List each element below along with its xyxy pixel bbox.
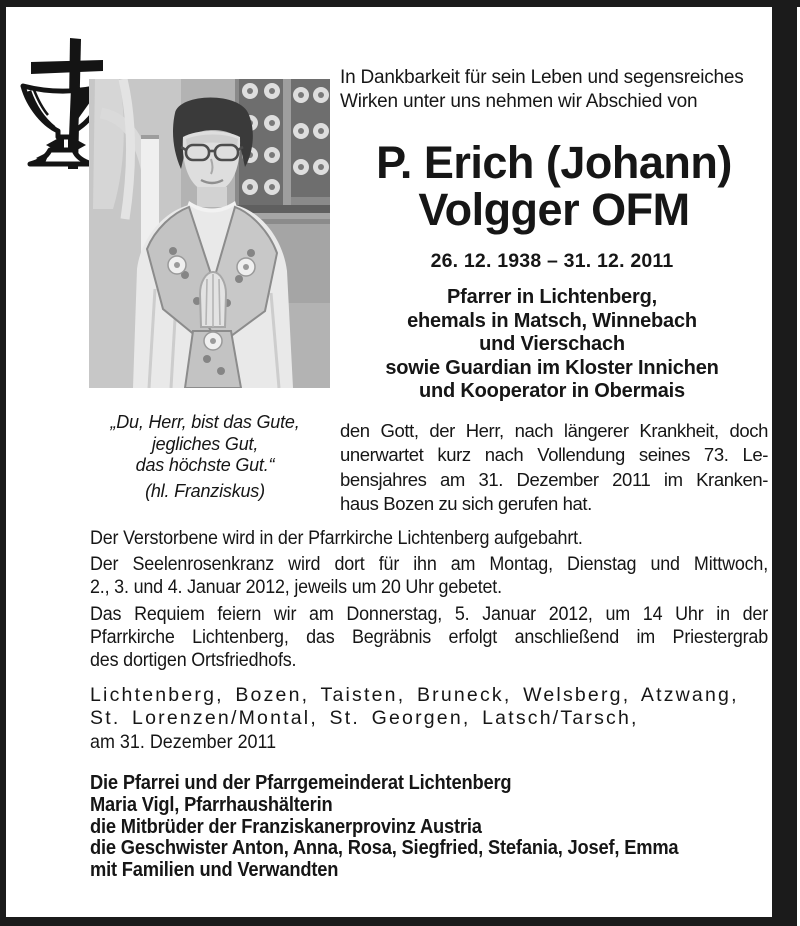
role-line: ehemals in Matsch, Winnebach <box>407 309 697 332</box>
mourner-line: die Geschwister Anton, Anna, Rosa, Siegfried, Stefania, Josef, Emma <box>90 837 679 860</box>
mourner-line: die Mitbrüder der Franziskanerprovinz Austria <box>90 815 482 838</box>
priest-portrait-photo <box>89 79 330 388</box>
mourner-line: mit Familien und Verwandten <box>90 859 339 882</box>
body-line: des dortigen Ortsfriedhofs. <box>90 649 297 672</box>
quote-attribution: (hl. Franziskus) <box>145 480 265 501</box>
announcement-line: haus Bozen zu sich gerufen hat. <box>340 493 592 515</box>
body-line: Pfarrkirche Lichtenberg, das Begräbnis erfolgt anschließend im Priestergrab <box>90 625 769 648</box>
quote-line: das höchste Gut.“ <box>135 455 275 475</box>
death-announcement <box>340 419 768 517</box>
quote-line: „Du, Herr, bist das Gute, <box>110 412 300 432</box>
intro-text <box>340 66 744 113</box>
body-line: Der Verstorbene wird in der Pfarrkirche Lichtenberg aufgebahrt. <box>90 527 583 549</box>
roles-text <box>338 286 766 404</box>
role-line: und Kooperator in Obermais <box>419 380 685 402</box>
places-line: Lichtenberg, Bozen, Taisten, Bruneck, Welsberg, Atzwang, <box>90 684 739 706</box>
requiem-paragraph <box>90 603 768 673</box>
places-and-date <box>90 684 739 754</box>
mourner-line: Die Pfarrei und der Pfarrgemeinderat Lichtenberg <box>90 772 512 794</box>
role-line: und Vierschach <box>479 333 625 355</box>
mourner-line: Maria Vigl, Pfarrhaushälterin <box>90 793 333 816</box>
deceased-name <box>332 139 776 233</box>
date-line: am 31. Dezember 2011 <box>90 730 277 753</box>
name-line: P. Erich (Johann) <box>376 137 732 188</box>
name-line: Volgger OFM <box>418 184 690 235</box>
announcement-line: bensjahres am 31. Dezember 2011 im Kranken- <box>340 468 768 490</box>
announcement-line: den Gott, der Herr, nach längerer Krankheit, doch <box>340 420 768 441</box>
funeral-information <box>90 527 768 675</box>
memorial-quote <box>75 412 335 502</box>
quote-line: jegliches Gut, <box>151 433 259 454</box>
intro-line: Wirken unter uns nehmen wir Abschied von <box>340 90 698 112</box>
frame-left <box>0 0 6 926</box>
rosary-paragraph <box>90 553 768 599</box>
places-line: St. Lorenzen/Montal, St. Georgen, Latsch/Tarsch, <box>90 707 639 730</box>
frame-top <box>0 0 800 7</box>
role-line: Pfarrer in Lichtenberg, <box>447 286 657 308</box>
mourners-list <box>90 773 768 882</box>
life-dates: 26. 12. 1938 – 31. 12. 2011 <box>430 250 674 272</box>
body-line: Das Requiem feiern wir am Donnerstag, 5. Januar 2012, um 14 Uhr in der <box>90 602 769 625</box>
body-line: 2., 3. und 4. Januar 2012, jeweils um 20 Uhr gebetet. <box>90 576 502 599</box>
wake-paragraph <box>90 527 768 550</box>
frame-bottom <box>0 917 797 926</box>
announcement-line: unerwartet kurz nach Vollendung seines 73. Le- <box>340 444 768 466</box>
body-line: Der Seelenrosenkranz wird dort für ihn am Montag, Dienstag und Mittwoch, <box>90 553 769 576</box>
intro-line: In Dankbarkeit für sein Leben und segensreiches <box>340 67 744 88</box>
role-line: sowie Guardian im Kloster Innichen <box>385 356 719 379</box>
